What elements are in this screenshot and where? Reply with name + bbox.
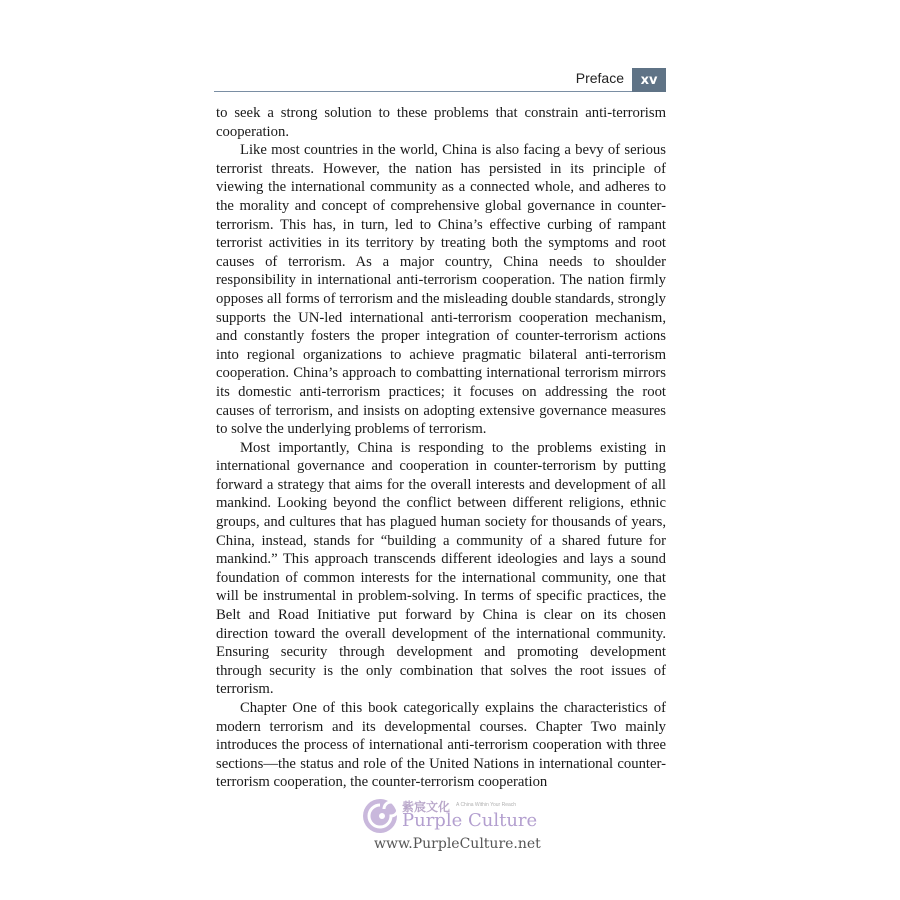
paragraph: Most importantly, China is responding to the problems existing in international governance and cooperation in counter-terrorism by putting forward a strategy that aims for the overall interests and development of all mankind. Looking beyond the conflict between different religions, ethnic groups, and cultures that has plagued human society for thousands of years, China, instead, stands for “building a community of a shared future for mankind.” This approach transcends different ideologies and lays a sound foundation of common interests for the international community, one that will be instrumental in problem-solving. In terms of specific practices, the Belt and Road Initiative put forward by China is clear on its chosen direction toward the overall development of the international community. Ensuring security through development and promoting development through security is the only combination that solves the root issues of terrorism.	[216, 439, 666, 698]
paragraph-continuation: to seek a strong solution to these problems that constrain anti-terrorism cooperation.	[216, 105, 666, 140]
running-header	[214, 68, 666, 92]
watermark-chinese-name: 紫宸文化	[402, 800, 451, 814]
body-text	[216, 104, 666, 792]
watermark-brand: Purple Culture	[402, 810, 538, 831]
watermark-url: www.PurpleCulture.net	[374, 836, 541, 852]
header-rule	[214, 91, 632, 92]
running-header-title: Preface	[575, 70, 624, 86]
watermark-tagline: A China Within Your Reach	[456, 802, 517, 808]
page-number: xv	[632, 68, 666, 92]
watermark	[360, 796, 560, 860]
purple-swirl-logo-icon	[360, 796, 400, 836]
paragraph: Like most countries in the world, China is also facing a bevy of serious terrorist threats. However, the nation has persisted in its principle of viewing the international community as a connected whole, and adheres to the morality and concept of comprehensive global governance in counter-terrorism. This has, in turn, led to China’s effective curbing of rampant terrorist activities in its territory by treating both the symptoms and root causes of terrorism. As a major country, China needs to shoulder responsibility in international anti-terrorism cooperation. The nation firmly opposes all forms of terrorism and the misleading double standards, strongly supports the UN-led international anti-terrorism cooperation mechanism, and constantly fosters the proper integration of counter-terrorism actions into regional organizations to achieve pragmatic bilateral anti-terrorism cooperation. China’s approach to combatting international terrorism mirrors its domestic anti-terrorism practices; it focuses on addressing the root causes of terrorism, and insists on adopting extensive governance measures to solve the underlying problems of terrorism.	[216, 142, 666, 438]
paragraph: Chapter One of this book categorically explains the characteristics of modern terrorism and its developmental courses. Chapter Two mainly introduces the process of international anti-terrorism cooperation with three sections—the status and role of the United Nations in international counter-terrorism cooperation, the counter-terrorism cooperation	[216, 700, 666, 791]
